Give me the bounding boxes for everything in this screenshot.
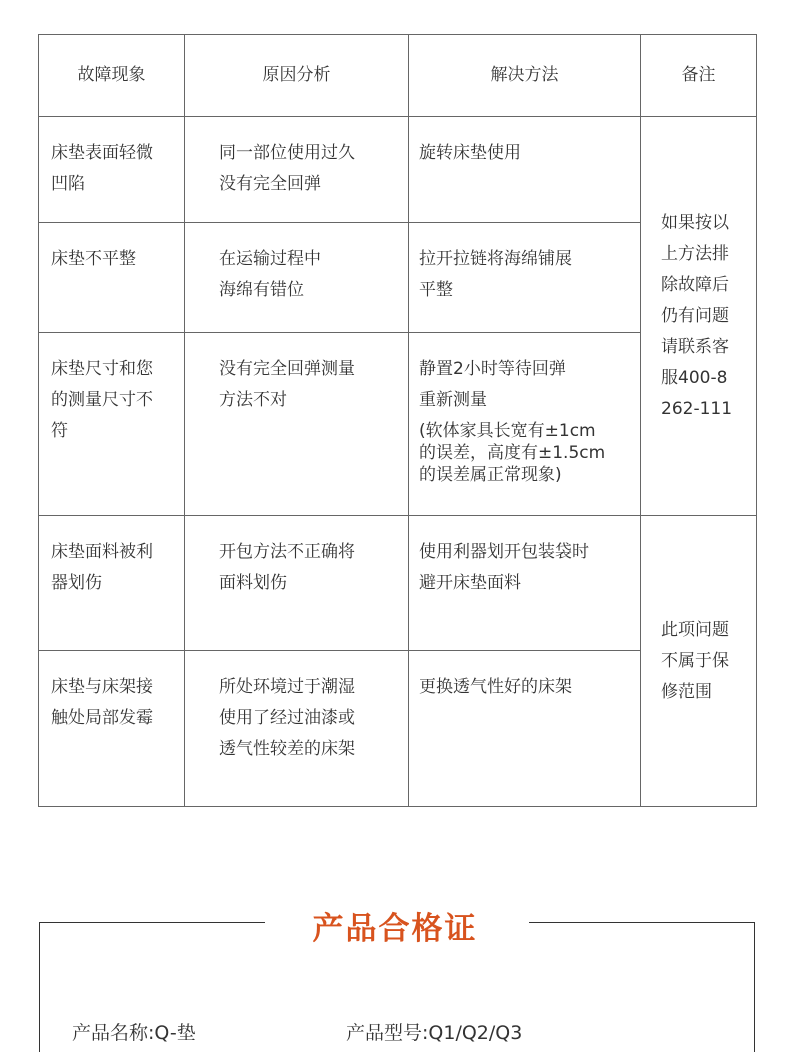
- header-solution: 解决方法: [409, 35, 641, 117]
- remark-cell-warranty: 此项问题 不属于保 修范围: [641, 516, 757, 807]
- header-symptom: 故障现象: [39, 35, 185, 117]
- cause-cell: 在运输过程中 海绵有错位: [185, 223, 409, 333]
- tolerance-note: (软体家具长宽有±1cm 的误差，高度有±1.5cm 的误差属正常现象): [419, 421, 606, 485]
- solution-cell: 拉开拉链将海绵铺展 平整: [409, 223, 641, 333]
- symptom-cell: 床垫不平整: [39, 223, 185, 333]
- header-remark: 备注: [641, 35, 757, 117]
- table-header-row: [39, 35, 757, 117]
- header-cause: 原因分析: [185, 35, 409, 117]
- solution-cell: 更换透气性好的床架: [409, 651, 641, 807]
- cause-cell: 没有完全回弹测量 方法不对: [185, 333, 409, 516]
- troubleshooting-table: [38, 34, 757, 807]
- symptom-cell: 床垫尺寸和您 的测量尺寸不 符: [39, 333, 185, 516]
- table-row: [39, 516, 757, 651]
- remark-cell-contact: 如果按以 上方法排 除故障后 仍有问题 请联系客 服400-8 262-111: [641, 117, 757, 516]
- table-row: [39, 117, 757, 223]
- solution-cell: 旋转床垫使用: [409, 117, 641, 223]
- symptom-cell: 床垫表面轻微 凹陷: [39, 117, 185, 223]
- cause-cell: 开包方法不正确将 面料划伤: [185, 516, 409, 651]
- product-name: 产品名称:Q-垫: [72, 1022, 196, 1044]
- cause-cell: 同一部位使用过久 没有完全回弹: [185, 117, 409, 223]
- product-model: 产品型号:Q1/Q2/Q3: [346, 1022, 523, 1044]
- solution-cell: 使用利器划开包装袋时 避开床垫面料: [409, 516, 641, 651]
- symptom-cell: 床垫与床架接 触处局部发霉: [39, 651, 185, 807]
- certificate-title: 产品合格证: [312, 911, 478, 947]
- cause-cell: 所处环境过于潮湿 使用了经过油漆或 透气性较差的床架: [185, 651, 409, 807]
- solution-cell: 静置2小时等待回弹 重新测量 (软体家具长宽有±1cm 的误差，高度有±1.5cm 的误差属正常现象): [409, 333, 641, 516]
- symptom-cell: 床垫面料被利 器划伤: [39, 516, 185, 651]
